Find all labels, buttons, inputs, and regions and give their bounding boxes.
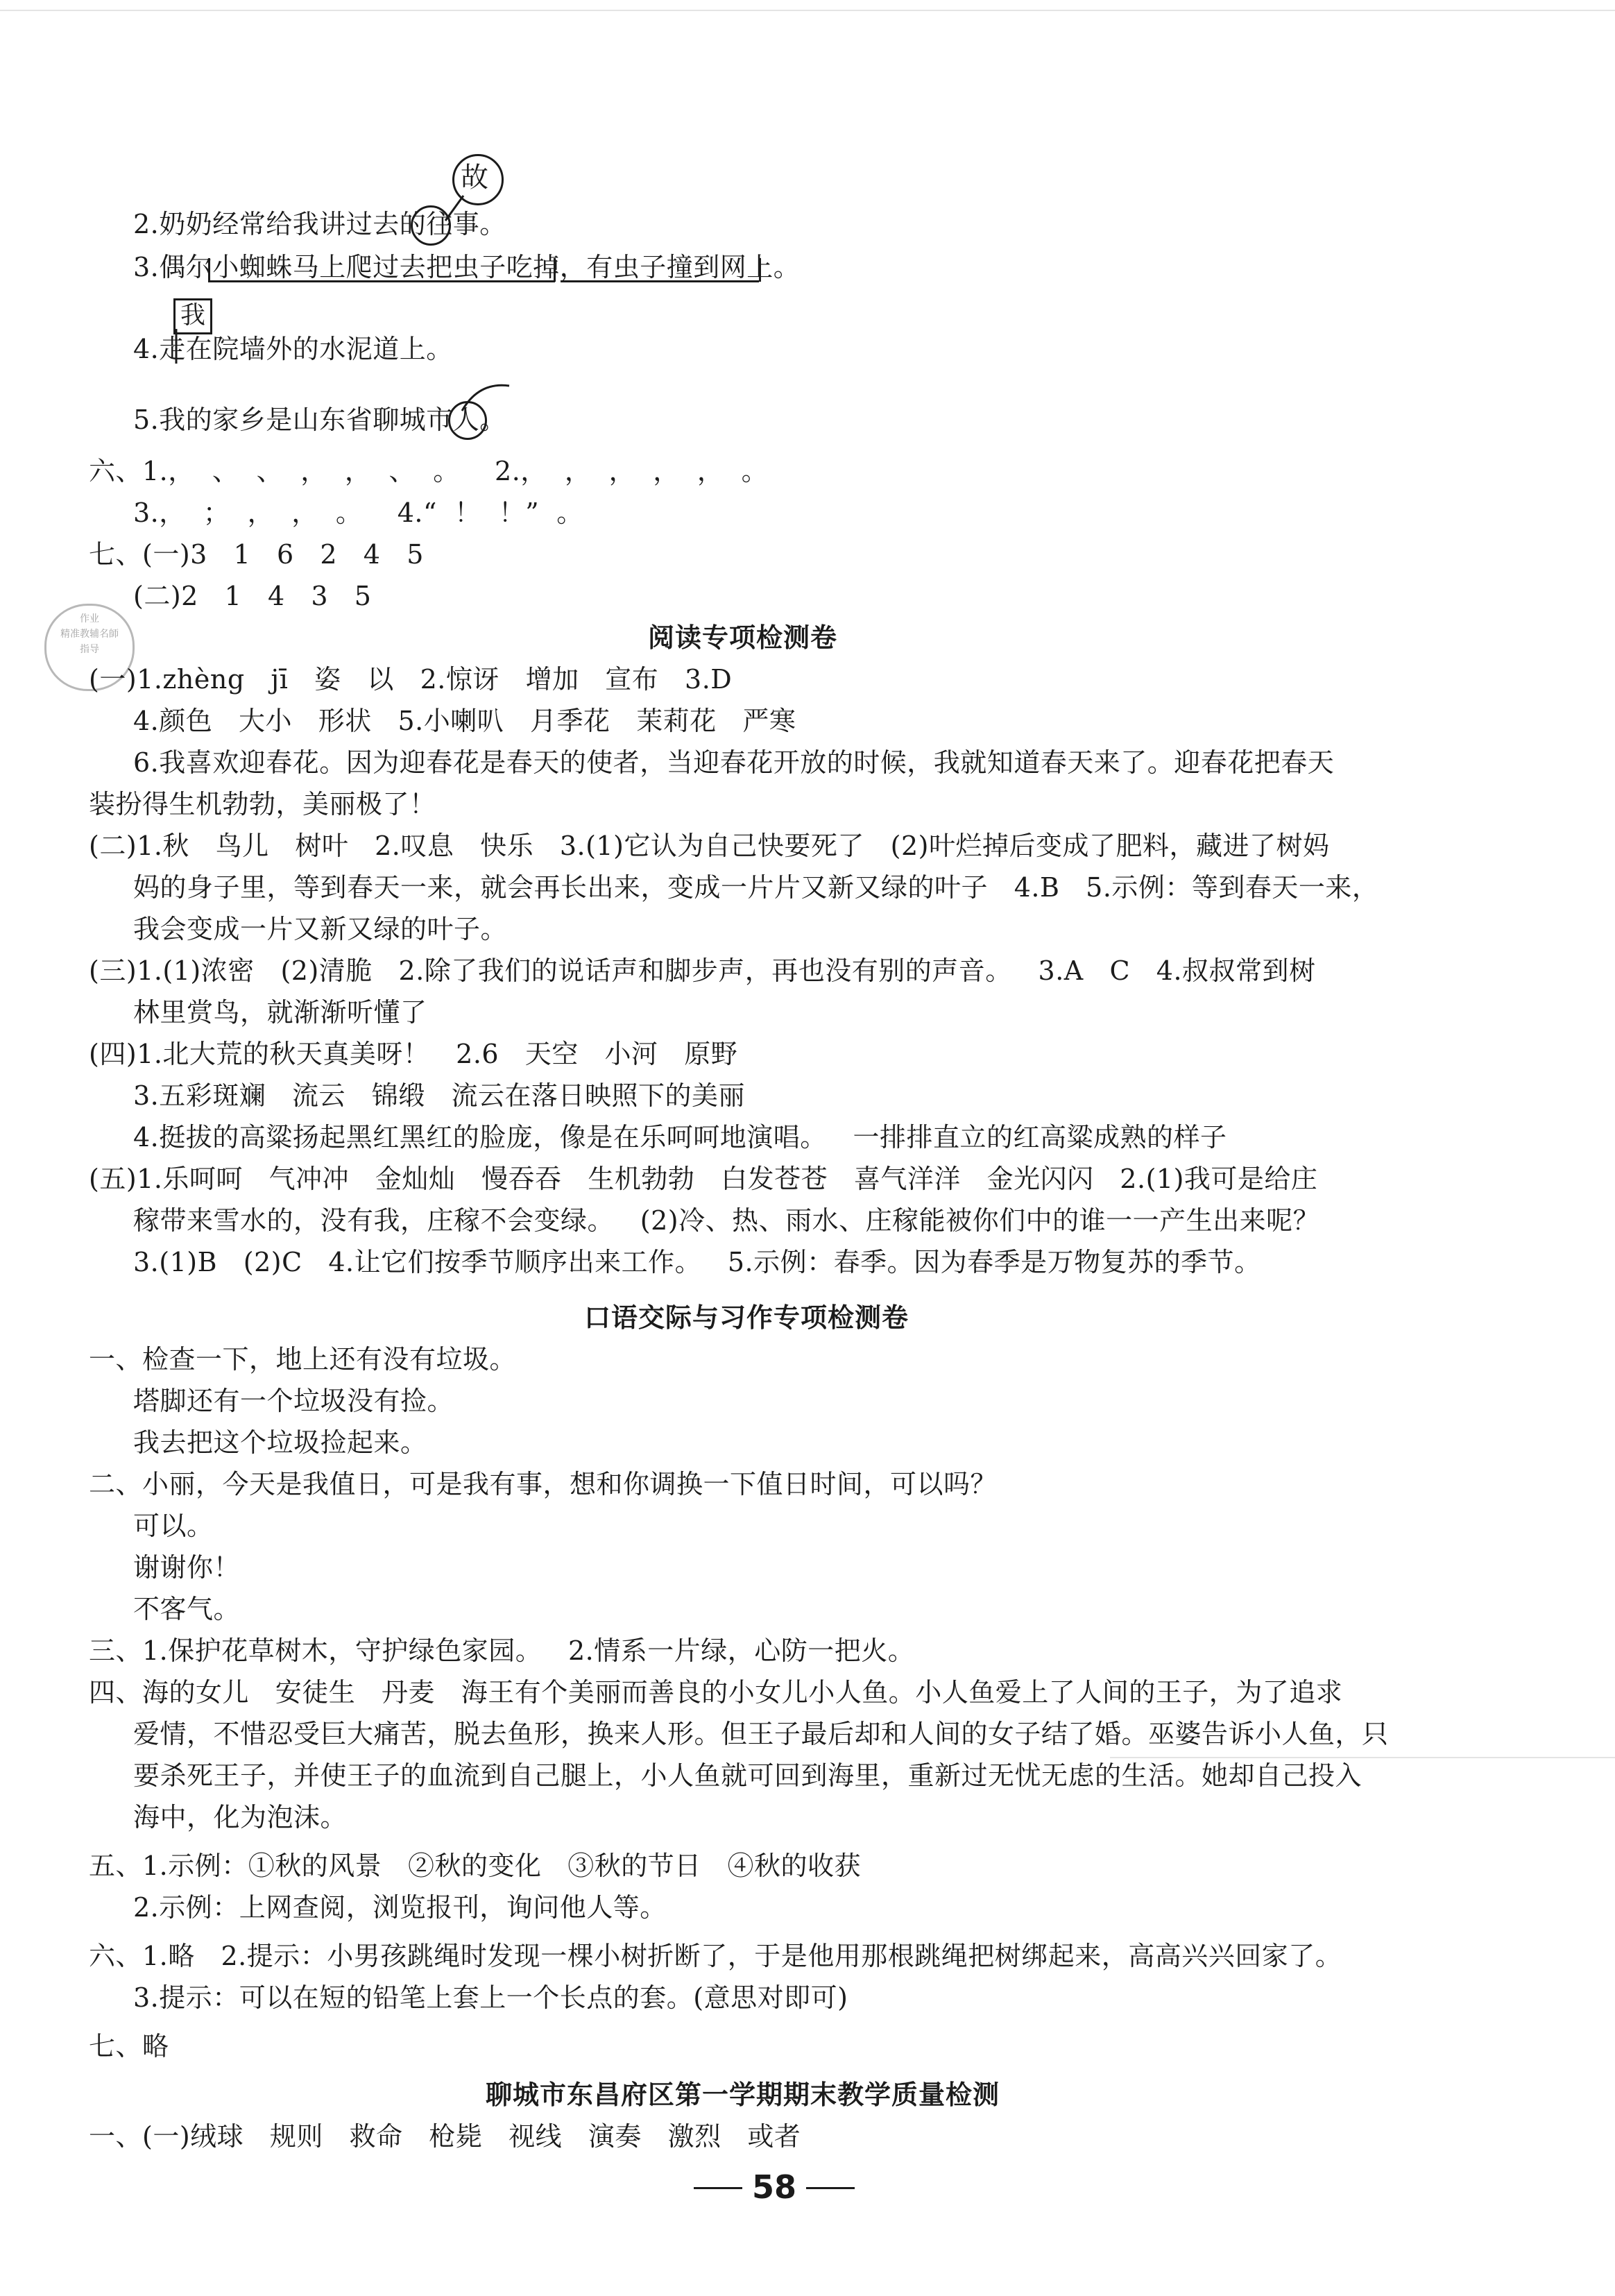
annotation-gu-text: 故 bbox=[461, 162, 488, 194]
line-o3: 三、1.保护花草树木，守护绿色家园。 2.情系一片绿，心防一把火。 bbox=[89, 1635, 915, 1666]
line-s5-3: 3.偶尔小蜘蛛马上爬过去把虫子吃掉，有虫子撞到网上。 bbox=[133, 252, 801, 282]
swap-mark-left bbox=[208, 258, 210, 282]
line-o7: 七、略 bbox=[89, 2031, 169, 2061]
line-r1-6a: 6.我喜欢迎春花。因为迎春花是春天的使者，当迎春花开放的时候，我就知道春天来了。迎春花把春天 bbox=[133, 747, 1335, 778]
line-s6-3: 3.， ； ， ， 。 4.“ ！ ！” 。 bbox=[133, 498, 583, 528]
line-r2-c: 我会变成一片又新又绿的叶子。 bbox=[133, 914, 508, 944]
heading-oral: 口语交际与习作专项检测卷 bbox=[584, 1302, 909, 1333]
line-o2-a: 二、小丽，今天是我值日，可是我有事，想和你调换一下值日时间，可以吗？ bbox=[89, 1469, 998, 1499]
line-r4-c: 4.挺拔的高粱扬起黑红黑红的脸庞，像是在乐呵呵地演唱。 一排排直立的红高粱成熟的样子 bbox=[133, 1122, 1227, 1153]
line-o5-b: 2.示例：上网查阅，浏览报刊，询问他人等。 bbox=[133, 1892, 667, 1923]
line-r5-b: 稼带来雪水的，没有我，庄稼不会变绿。 (2)冷、热、雨水、庄稼能被你们中的谁一一产生出来呢？ bbox=[133, 1205, 1320, 1236]
underline-bug bbox=[561, 280, 759, 282]
line-r2-a: (二)1.秋 鸟儿 树叶 2.叹息 快乐 3.(1)它认为自己快要死了 (2)叶烂掉后变成了肥料，藏进了树妈 bbox=[89, 831, 1330, 861]
line-o4-c: 要杀死王子，并使王子的血流到自己腿上，小人鱼就可回到海里，重新过无忧无虑的生活。她却自己投入 bbox=[133, 1760, 1362, 1791]
line-s5-5: 5.我的家乡是山东省聊城市人。 bbox=[133, 405, 506, 435]
line-f1: 一、(一)绒球 规则 救命 枪毙 视线 演奏 激烈 或者 bbox=[89, 2121, 801, 2152]
line-o1-a: 一、检查一下，地上还有没有垃圾。 bbox=[89, 1344, 517, 1375]
swap-mark-right bbox=[759, 258, 761, 282]
heading-reading: 阅读专项检测卷 bbox=[648, 622, 838, 653]
line-o2-c: 谢谢你！ bbox=[133, 1552, 241, 1583]
line-o6-b: 3.提示：可以在短的铅笔上套上一个长点的套。(意思对即可) bbox=[133, 1982, 848, 2013]
line-s6-1: 六、1.， 、 、 ， ， 、 。 2.， ， ， ， ， 。 bbox=[89, 456, 769, 486]
line-o4-b: 爱情，不惜忍受巨大痛苦，脱去鱼形，换来人形。但王子最后却和人间的女子结了婚。巫婆告诉小人鱼，只 bbox=[133, 1719, 1389, 1749]
swap-mark-mid bbox=[554, 258, 556, 282]
line-s5-4: 4.走在院墙外的水泥道上。 bbox=[133, 334, 453, 364]
line-r1-4: 4.颜色 大小 形状 5.小喇叭 月季花 茉莉花 严寒 bbox=[133, 706, 796, 736]
line-s7-2: (二)2 1 4 3 5 bbox=[133, 581, 372, 611]
line-r5-a: (五)1.乐呵呵 气冲冲 金灿灿 慢吞吞 生机勃勃 白发苍苍 喜气洋洋 金光闪闪 2.(1)我可是给庄 bbox=[89, 1164, 1318, 1194]
line-r1-1: (一)1.zhèng jī 姿 以 2.惊讶 增加 宣布 3.D bbox=[89, 664, 733, 695]
line-o4-d: 海中，化为泡沫。 bbox=[133, 1802, 348, 1832]
line-r5-c: 3.(1)B (2)C 4.让它们按季节顺序出来工作。 5.示例：春季。因为春季是万物复苏的季节。 bbox=[133, 1247, 1261, 1277]
line-o5-a: 五、1.示例：①秋的风景 ②秋的变化 ③秋的节日 ④秋的收获 bbox=[89, 1851, 861, 1881]
line-r3-b: 林里赏鸟，就渐渐听懂了 bbox=[133, 997, 427, 1028]
underline-spider bbox=[208, 280, 555, 282]
line-o1-c: 我去把这个垃圾捡起来。 bbox=[133, 1427, 427, 1458]
line-s5-2: 2.奶奶经常给我讲过去的往事。 bbox=[133, 209, 506, 239]
page-number: 58 bbox=[752, 2168, 797, 2206]
line-r2-b: 妈的身子里，等到春天一来，就会再长出来，变成一片片又新又绿的叶子 4.B 5.示例：等到春天一来， bbox=[133, 872, 1379, 903]
line-o2-d: 不客气。 bbox=[133, 1594, 241, 1624]
line-r3-a: (三)1.(1)浓密 (2)清脆 2.除了我们的说话声和脚步声，再也没有别的声音。 3.A C 4.叔叔常到树 bbox=[89, 955, 1316, 986]
line-r4-b: 3.五彩斑斓 流云 锦缎 流云在落日映照下的美丽 bbox=[133, 1080, 745, 1111]
page-number-dash-right bbox=[806, 2187, 855, 2189]
line-o6-a: 六、1.略 2.提示：小男孩跳绳时发现一棵小树折断了，于是他用那根跳绳把树绑起来，高高兴兴回家了。 bbox=[89, 1941, 1342, 1971]
line-o2-b: 可以。 bbox=[133, 1511, 214, 1541]
heading-final: 聊城市东昌府区第一学期期末教学质量检测 bbox=[486, 2080, 1000, 2110]
box-annotation-wo: 我 bbox=[173, 298, 212, 334]
stamp-line2: 精准教辅名師 bbox=[60, 629, 119, 640]
stamp-line1: 作业 bbox=[80, 613, 99, 624]
line-r4-a: (四)1.北大荒的秋天真美呀！ 2.6 天空 小河 原野 bbox=[89, 1039, 738, 1069]
stamp-line3: 指导 bbox=[80, 644, 99, 655]
line-s7-1: 七、(一)3 1 6 2 4 5 bbox=[89, 539, 424, 570]
line-r1-6b: 装扮得生机勃勃，美丽极了！ bbox=[89, 789, 436, 819]
page-number-dash-left bbox=[694, 2187, 742, 2189]
line-o1-b: 塔脚还有一个垃圾没有捡。 bbox=[133, 1386, 454, 1416]
line-o4-a: 四、海的女儿 安徒生 丹麦 海王有个美丽而善良的小女儿小人鱼。小人鱼爱上了人间的王子，为了追求 bbox=[89, 1677, 1343, 1708]
scan-edge-top bbox=[0, 10, 1615, 11]
